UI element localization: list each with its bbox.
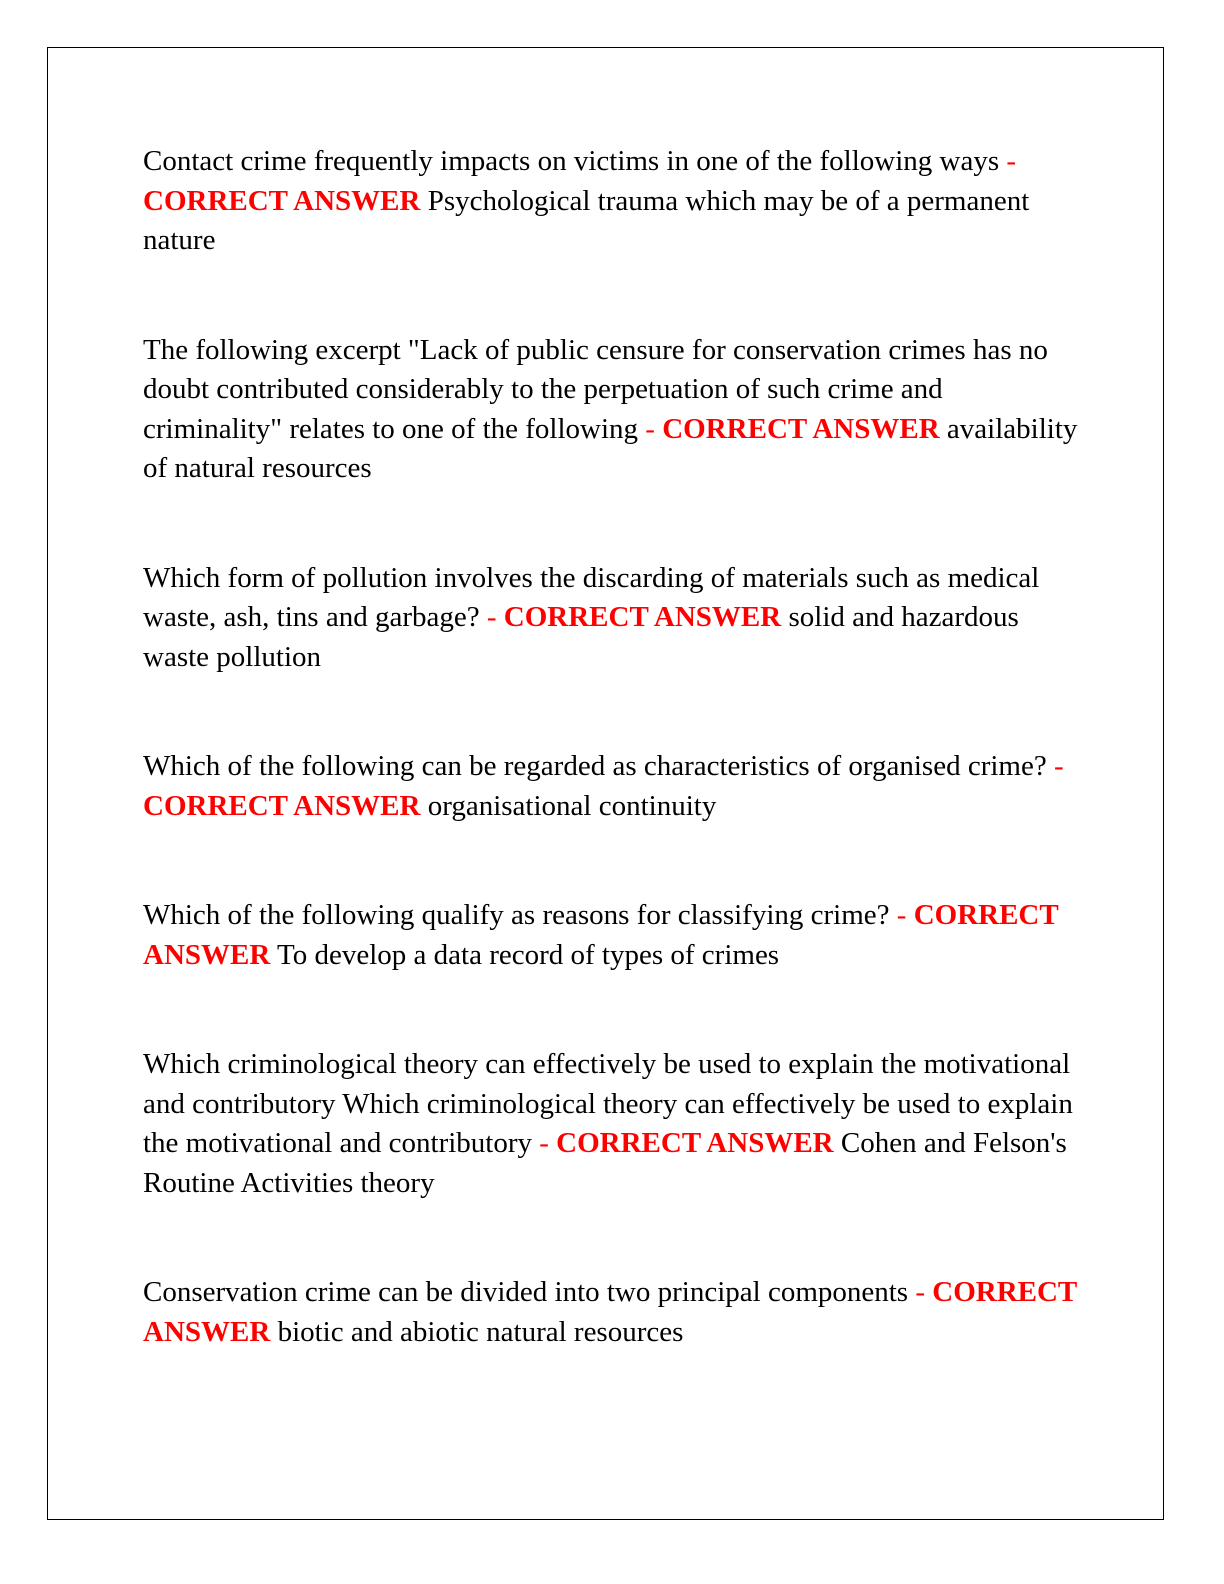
question-text: Contact crime frequently impacts on victims in one of the following ways <box>143 145 1000 177</box>
qa-item <box>143 1273 1083 1352</box>
answer-separator: - <box>1006 145 1017 177</box>
answer-separator: - <box>1053 750 1064 782</box>
answer-text: availability of natural resources <box>143 412 1078 484</box>
answer-separator: - <box>645 412 655 445</box>
qa-item <box>143 142 1083 261</box>
qa-item <box>143 747 1083 826</box>
qa-list <box>143 142 1083 1422</box>
answer-text: To develop a data record of types of crimes <box>277 938 780 971</box>
correct-answer-label: CORRECT ANSWER <box>556 1127 834 1159</box>
qa-item <box>143 331 1083 489</box>
qa-item <box>143 896 1083 975</box>
question-text: The following excerpt "Lack of public censure for conservation crimes has no doubt contributed considerably to the perpetuation of such crime and criminality" relates to one of the following <box>143 333 1048 445</box>
question-text: Conservation crime can be divided into two principal components <box>143 1276 909 1308</box>
correct-answer-label: CORRECT ANSWER <box>143 184 421 217</box>
answer-text: Psychological trauma which may be of a permanent nature <box>143 184 1030 256</box>
correct-answer-label: CORRECT ANSWER <box>143 789 421 822</box>
qa-item <box>143 559 1083 678</box>
answer-text: Cohen and Felson's Routine Activities theory <box>143 1127 1067 1199</box>
question-text: Which of the following qualify as reasons for classifying crime? <box>143 899 890 931</box>
correct-answer-label: CORRECT ANSWER <box>143 1276 1077 1348</box>
question-text: Which form of pollution involves the discarding of materials such as medical waste, ash, tins and garbage? <box>143 561 1040 633</box>
question-text: Which of the following can be regarded as characteristics of organised crime? <box>143 750 1047 782</box>
answer-text: biotic and abiotic natural resources <box>277 1315 684 1348</box>
answer-separator: - <box>486 601 497 633</box>
question-text: Which criminological theory can effectively be used to explain the motivational and contributory Which criminological theory can effectively be used to explain the motivational and contributory <box>143 1048 1073 1159</box>
correct-answer-label: CORRECT ANSWER <box>143 899 1059 971</box>
correct-answer-label: CORRECT ANSWER <box>503 601 782 633</box>
answer-separator: - <box>896 899 907 931</box>
correct-answer-label: CORRECT ANSWER <box>662 412 940 445</box>
qa-item <box>143 1045 1083 1203</box>
answer-separator: - <box>915 1276 926 1308</box>
answer-text: solid and hazardous waste pollution <box>143 601 1019 673</box>
answer-separator: - <box>539 1127 549 1159</box>
answer-text: organisational continuity <box>427 789 717 822</box>
